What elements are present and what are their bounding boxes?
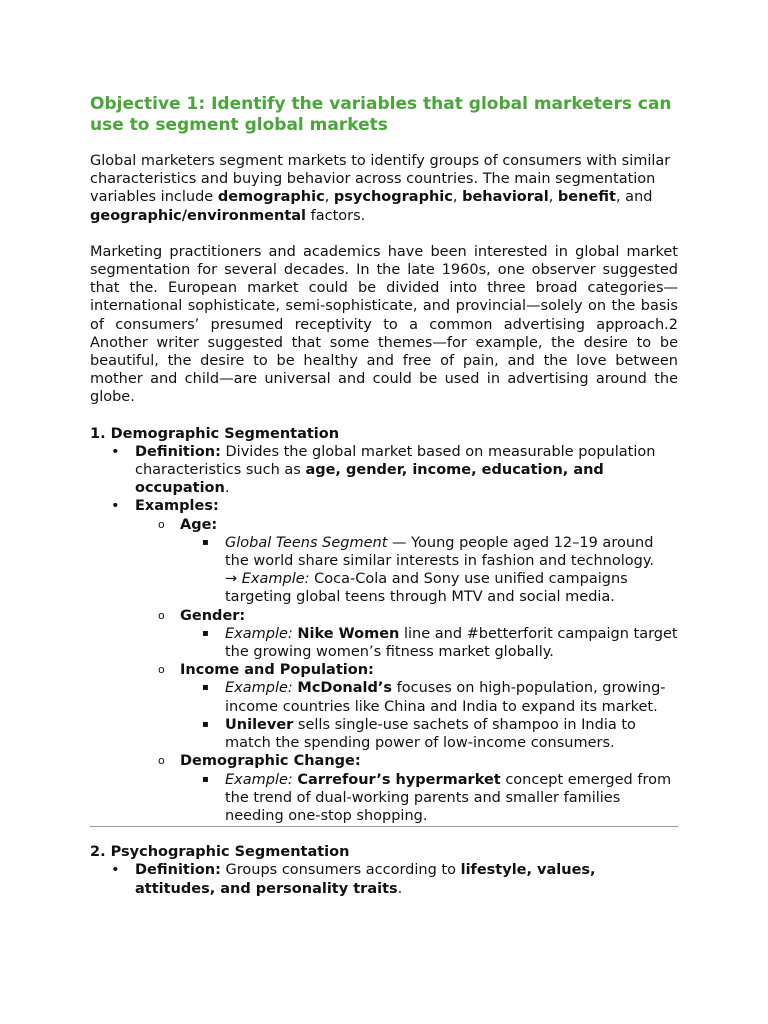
definition-bold: lifestyle, values, attitudes, and personality traits	[135, 862, 596, 897]
mcdonalds-text: focuses on high-population, growing-income countries like China and India to expand its market.	[225, 680, 666, 715]
horizontal-divider	[90, 826, 678, 827]
demographic-change-label: Demographic Change:	[180, 753, 361, 770]
document-content	[90, 94, 678, 898]
definition-bold: age, gender, income, education, and occupation	[135, 462, 604, 497]
definition-end: .	[224, 480, 230, 497]
square-marker: ▪	[202, 718, 209, 730]
square-marker: ▪	[202, 627, 209, 639]
term-behavioral: behavioral	[462, 189, 549, 206]
section-heading-psychographic: 2. Psychographic Segmentation	[90, 844, 350, 861]
global-teens-text: — Young people aged 12–19 around the world share similar interests in fashion and technology.	[225, 534, 654, 570]
list-item	[90, 861, 678, 897]
income-label: Income and Population:	[180, 662, 374, 679]
brand-carrefour: Carrefour’s hypermarket	[297, 771, 501, 788]
list-item	[90, 752, 678, 770]
brand-unilever: Unilever	[225, 716, 294, 733]
brand-nike-women: Nike Women	[297, 625, 400, 642]
section-heading-demographic: 1. Demographic Segmentation	[90, 425, 340, 442]
sep: ,	[548, 189, 558, 206]
list-item	[90, 716, 678, 752]
arrow-glyph: →	[225, 571, 242, 588]
example-label: Example:	[225, 771, 293, 788]
list-item	[90, 443, 678, 498]
list-item	[90, 661, 678, 679]
list-item	[90, 534, 678, 607]
list-item	[90, 679, 678, 715]
definition-text: Groups consumers according to	[220, 862, 461, 879]
age-example-text: Coca-Cola and Sony use unified campaigns targeting global teens through MTV and social media.	[225, 571, 628, 606]
definition-end: .	[397, 880, 403, 897]
list-item	[90, 607, 678, 625]
term-benefit: benefit	[557, 189, 616, 206]
square-marker: ▪	[202, 536, 209, 548]
definition-label: Definition:	[135, 862, 221, 879]
sep: ,	[324, 189, 334, 206]
example-label: Example:	[225, 680, 293, 697]
intro-end: factors.	[306, 207, 366, 224]
list-item	[90, 771, 678, 826]
circle-marker: o	[158, 663, 165, 677]
age-example-line	[225, 570, 678, 606]
square-marker: ▪	[202, 773, 209, 785]
examples-label: Examples:	[135, 498, 219, 515]
term-demographic: demographic	[217, 189, 325, 206]
circle-marker: o	[158, 517, 165, 531]
list-item	[90, 625, 678, 661]
unilever-text: sells single-use sachets of shampoo in India to match the spending power of low-income consumers.	[225, 716, 636, 752]
term-psychographic: psychographic	[333, 189, 453, 206]
global-teens-term: Global Teens Segment	[225, 534, 388, 551]
carrefour-text: concept emerged from the trend of dual-working parents and smaller families needing one-stop shopping.	[225, 771, 672, 824]
definition-text: Divides the global market based on measurable population characteristics such as	[135, 443, 656, 479]
circle-marker: o	[158, 608, 165, 622]
age-label: Age:	[180, 516, 218, 533]
bullet-marker: •	[111, 443, 120, 460]
circle-marker: o	[158, 754, 165, 768]
square-marker: ▪	[202, 682, 209, 694]
intro-text: Global marketers segment markets to identify groups of consumers with similar characteristics and buying behavior across countries. The main segmentation variables include	[90, 153, 671, 206]
page-title: Objective 1: Identify the variables that global marketers can use to segment global markets	[90, 94, 672, 135]
example-label: Example:	[241, 571, 310, 588]
gender-example-text: line and #betterforit campaign target the growing women’s fitness market globally.	[225, 625, 678, 661]
bullet-marker: •	[111, 862, 120, 879]
history-paragraph: Marketing practitioners and academics have been interested in global market segmentation for several decades. In the late 1960s, one observer suggested that the. European market could be divided into three broad categories—international sophisticate, semi-sophisticate, and provincial—solely on the basis of consumers’ presumed receptivity to a common advertising approach.2 Another writer suggested that some themes—for example, the desire to be beautiful, the desire to be healthy and free of pain, and the love between mother and child—are universal and could be used in advertising around the globe.	[90, 243, 678, 406]
brand-mcdonalds: McDonald’s	[297, 680, 393, 697]
example-label: Example:	[225, 625, 293, 642]
term-geographic: geographic/environmental	[90, 207, 307, 224]
sep: , and	[615, 189, 653, 206]
bullet-marker: •	[111, 498, 120, 515]
gender-label: Gender:	[180, 607, 246, 624]
list-item	[90, 497, 678, 515]
sep: ,	[452, 189, 463, 206]
list-item	[90, 516, 678, 534]
intro-paragraph	[90, 152, 678, 225]
definition-label: Definition:	[135, 443, 221, 460]
